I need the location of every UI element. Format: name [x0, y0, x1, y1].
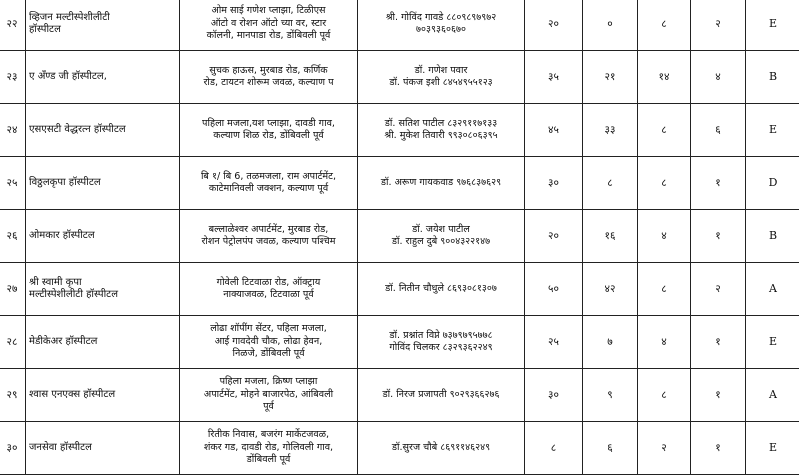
table-row	[0, 104, 799, 157]
table-row	[0, 0, 799, 51]
hospital-address-line: आई गावदेवी चौक, लोढा हेवन,	[214, 335, 323, 347]
doctor-contact-line: डॉ. अरूण गायकवाड ९७६८३७६२९	[380, 176, 502, 188]
doctor-contact-line: डॉ. सतिश पाटील ८३२९११७१३३	[384, 117, 498, 129]
doctor-contact-line: डॉ. गणेश पवार	[414, 64, 468, 76]
count-4: १	[691, 210, 746, 263]
serial-number: २९	[0, 369, 26, 422]
count-2: ३३	[583, 104, 638, 157]
grade: B	[746, 51, 799, 104]
hospital-name-line: व्हिजन मल्टीस्पेशीलीटी	[29, 11, 110, 23]
grade: A	[746, 263, 799, 316]
hospital-address-line: गोवेली टिटवाळा रोड, ऑक्ट्राय	[216, 276, 321, 288]
serial-number: २७	[0, 263, 26, 316]
count-1: ५०	[525, 263, 583, 316]
doctor-contact	[358, 316, 525, 369]
count-3: १४	[638, 51, 691, 104]
grade: E	[746, 316, 799, 369]
grade: A	[746, 369, 799, 422]
serial-number: २४	[0, 104, 26, 157]
count-2: ७	[583, 316, 638, 369]
count-4: २	[691, 0, 746, 51]
hospital-name-line: विठ्ठलकृपा हॉस्पीटल	[29, 176, 101, 188]
hospital-address-line: सुचक हाऊस, मुरबाड रोड, कर्णिक	[209, 64, 328, 76]
doctor-contact-line: गोविंद चिलकर ८३२९३६२२४९	[389, 342, 493, 353]
hospital-address	[180, 316, 358, 369]
hospital-name-line: जनसेवा हॉस्पीटल	[29, 441, 92, 453]
hospital-name	[26, 369, 180, 422]
table-row	[0, 263, 799, 316]
doctor-contact-line: डॉ. जयेश पाटील	[412, 223, 470, 235]
hospital-address-line: लोढा शॉपींग सेंटर, पहिला मजला,	[210, 323, 327, 335]
hospital-name-line: एसएसटी वेद्धरत्न हॉस्पीटल	[29, 123, 126, 135]
hospital-address-line: ऑटो व रोशन ऑटो च्या वर, स्टार	[210, 17, 327, 29]
hospital-address-line: रोड, टायटन शोरूम जवळ, कल्याण प	[203, 77, 334, 88]
count-3: ४	[638, 316, 691, 369]
table-row	[0, 316, 799, 369]
count-4: १	[691, 157, 746, 210]
count-2: २१	[583, 51, 638, 104]
hospital-address	[180, 263, 358, 316]
hospital-name	[26, 104, 180, 157]
hospital-address	[180, 210, 358, 263]
table-row	[0, 422, 799, 475]
hospital-name-line: श्री स्वामी कृपा	[29, 276, 82, 288]
count-3: ८	[638, 369, 691, 422]
count-3: ८	[638, 263, 691, 316]
grade: E	[746, 0, 799, 51]
hospital-address	[180, 157, 358, 210]
hospital-name-line: ओमकार हॉस्पीटल	[29, 229, 95, 241]
hospital-address-line: रितीक निवास, बजरंग मार्केटजवळ,	[207, 429, 330, 441]
grade: E	[746, 422, 799, 475]
serial-number: २३	[0, 51, 26, 104]
doctor-contact	[358, 263, 525, 316]
doctor-contact	[358, 104, 525, 157]
count-4: १	[691, 316, 746, 369]
hospital-address-line: पहिला मजला,यश प्लाझा, दावडी गाव,	[202, 117, 335, 129]
hospital-address	[180, 104, 358, 157]
count-1: ३५	[525, 51, 583, 104]
count-1: ८	[525, 422, 583, 475]
hospital-address	[180, 51, 358, 104]
count-2: ०	[583, 0, 638, 51]
count-2: ६	[583, 422, 638, 475]
doctor-contact	[358, 422, 525, 475]
count-1: ३०	[525, 369, 583, 422]
doctor-contact	[358, 0, 525, 51]
doctor-contact	[358, 157, 525, 210]
count-3: ८	[638, 104, 691, 157]
doctor-contact	[358, 210, 525, 263]
grade: D	[746, 157, 799, 210]
hospital-name	[26, 51, 180, 104]
hospital-address	[180, 0, 358, 51]
hospital-address-line: पहिला मजला, क्रिष्ण प्लाझा	[219, 376, 318, 388]
hospital-address-line: काटेमानिवली जक्शन, कल्याण पूर्व	[208, 183, 329, 194]
count-3: ४	[638, 210, 691, 263]
doctor-contact-line: डॉ.सुरज चौबे ८६९११४६२४९	[391, 441, 491, 453]
hospital-address	[180, 369, 358, 422]
table-row	[0, 369, 799, 422]
table-row	[0, 210, 799, 263]
hospital-name	[26, 210, 180, 263]
serial-number: २८	[0, 316, 26, 369]
hospital-address-line: शंकर गड, दावडी रोड, गोलिवली गाव,	[203, 441, 334, 453]
doctor-contact-line: डॉ. पंकज इशी ८४५४९५५१२३	[389, 77, 493, 88]
grade: B	[746, 210, 799, 263]
doctor-contact-line: ७०३९३६०६७०	[416, 24, 466, 35]
doctor-contact-line: डॉ. राहुल दुबे ९००४३२२१४७	[391, 236, 491, 247]
count-1: २०	[525, 210, 583, 263]
doctor-contact	[358, 51, 525, 104]
count-1: ३०	[525, 157, 583, 210]
hospital-name	[26, 422, 180, 475]
hospital-name	[26, 316, 180, 369]
count-1: ४५	[525, 104, 583, 157]
doctor-contact-line: श्री. मुकेश तिवारी ९९३०८०६३९५	[384, 130, 498, 141]
hospital-address-line: नाक्याजवळ, टिटवाळा पूर्व	[223, 289, 314, 300]
hospital-address-line: ओम साई गणेश प्लाझा, टिळीएस	[211, 5, 326, 17]
count-4: ६	[691, 104, 746, 157]
count-2: १६	[583, 210, 638, 263]
serial-number: २६	[0, 210, 26, 263]
count-3: ८	[638, 157, 691, 210]
hospital-name-line: मल्टीस्पेशीलीटी हॉस्पीटल	[29, 289, 118, 300]
count-2: ९	[583, 369, 638, 422]
doctor-contact-line: डॉ. प्रश्नांत विप्ने ७३७९७९५७७८	[389, 329, 493, 341]
hospital-address	[180, 422, 358, 475]
doctor-contact-line: डॉ. नितीन चौधुले ८६९३०८१३०७	[385, 282, 497, 294]
hospital-name-line: श्वास एनएक्स हॉस्पीटल	[29, 388, 116, 400]
hospital-address-line: अपार्टमेंट, मोहने बाजारपेठ, आंबिवली	[203, 388, 334, 400]
count-4: २	[691, 263, 746, 316]
count-3: ८	[638, 0, 691, 51]
count-4: ४	[691, 51, 746, 104]
count-4: १	[691, 369, 746, 422]
hospital-address-line: कल्याण शिळ रोड, डोंबिवली पूर्व	[213, 130, 324, 141]
grade: E	[746, 104, 799, 157]
hospital-name-line: हॉस्पीटल	[29, 24, 61, 35]
hospital-name	[26, 0, 180, 51]
hospital-address-line: कॉलनी, मानपाडा रोड, डोंबिवली पूर्व	[206, 30, 331, 42]
count-3: २	[638, 422, 691, 475]
doctor-contact-line: डॉ. निरज प्रजापती ९०२९३६६२७६	[382, 388, 500, 400]
hospital-name	[26, 157, 180, 210]
hospital-address-line: पूर्व	[263, 401, 274, 413]
serial-number: २२	[0, 0, 26, 51]
count-2: ४२	[583, 263, 638, 316]
hospital-name-line: मेडीकेअर हॉस्पीटल	[29, 335, 98, 347]
hospital-name	[26, 263, 180, 316]
hospital-address-line: रोशन पेट्रोलपंप जवळ, कल्याण पश्चिम	[201, 236, 336, 247]
count-1: २०	[525, 0, 583, 51]
count-4: १	[691, 422, 746, 475]
doctor-contact-line: श्री. गोविंद गावडे ८८०९८९७९७२	[385, 11, 497, 23]
hospital-name-line: ए अँण्ड जी हॉस्पीटल,	[29, 70, 107, 82]
table-row	[0, 51, 799, 104]
hospital-address-line: बि १/ बि 6, तळमजला, राम अपार्टमेंट,	[200, 170, 337, 182]
count-2: ८	[583, 157, 638, 210]
serial-number: २५	[0, 157, 26, 210]
hospital-address-line: बल्लाळेश्वर अपार्टमेंट, मुरबाड रोड,	[208, 223, 329, 235]
hospital-address-line: निळजे, डोंबिवली पूर्व	[232, 348, 305, 360]
table-row	[0, 157, 799, 210]
hospital-address-line: डोंबिवली पूर्व	[246, 454, 291, 466]
serial-number: ३०	[0, 422, 26, 475]
doctor-contact	[358, 369, 525, 422]
count-1: २५	[525, 316, 583, 369]
